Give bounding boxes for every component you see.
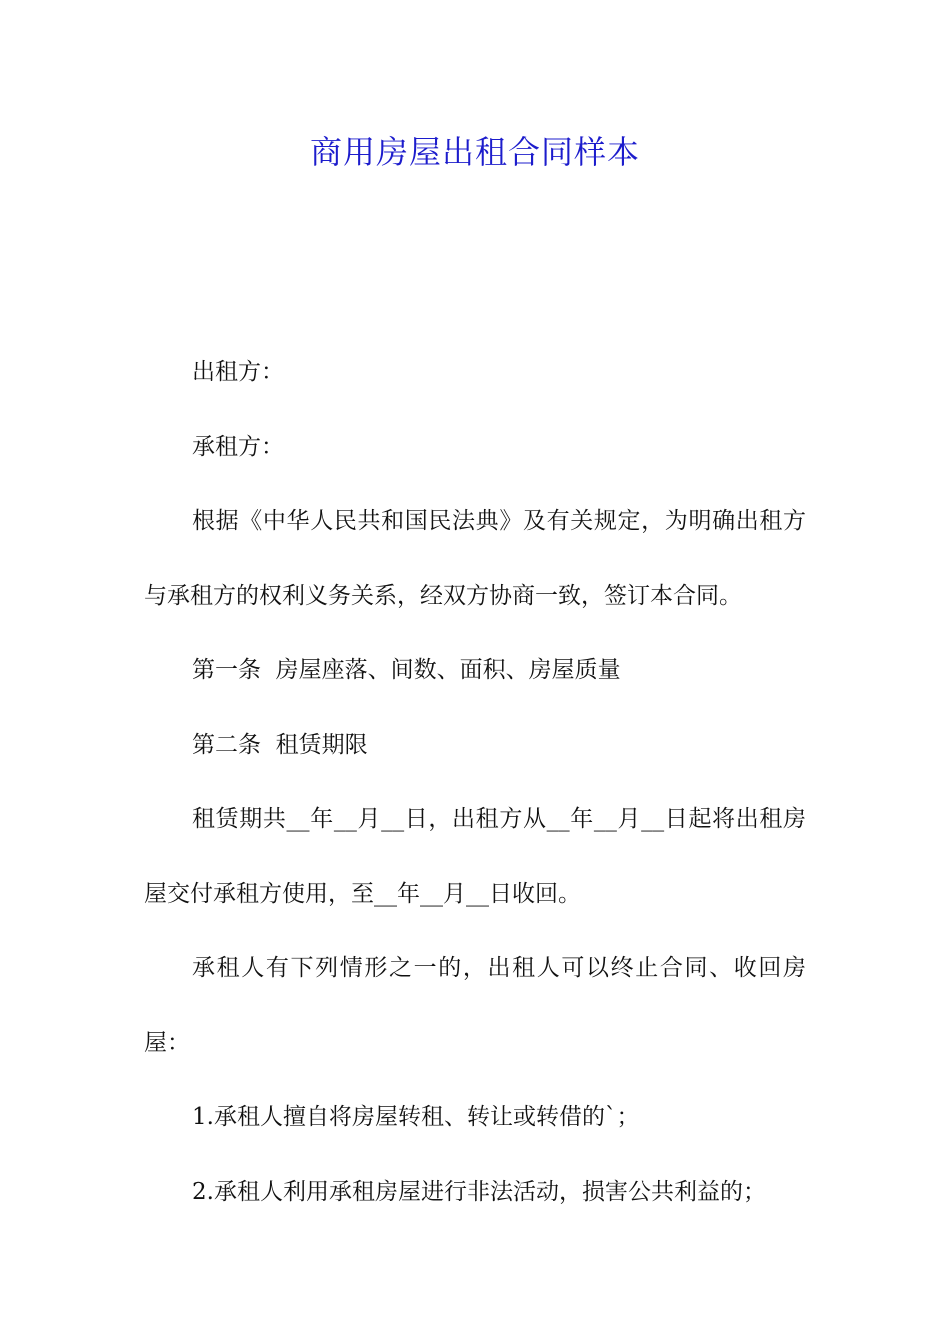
paragraph-article-2: 第二条 租赁期限 [192,731,368,758]
paragraph-lessee: 承租方： [192,433,284,460]
document-title: 商用房屋出租合同样本 [309,133,640,171]
paragraph-lessor: 出租方： [192,359,284,385]
paragraph-condition-1: 1.承租人擅自将房屋转租、转让或转借的`； [192,1104,640,1130]
document-body [144,335,806,1229]
paragraph-lease-term: 租赁期共__年__月__日，出租方从__年__月__日起将出租房屋交付承租方使用，至__年__月__日收回。 [144,806,806,907]
paragraph-article-1: 第一条 房屋座落、间数、面积、房屋质量 [192,657,621,683]
paragraph-termination-conditions: 承租人有下列情形之一的，出租人可以终止合同、收回房屋： [144,955,806,1056]
paragraph-preamble: 根据《中华人民共和国民法典》及有关规定，为明确出租方与承租方的权利义务关系，经双方协商一致，签订本合同。 [144,508,806,609]
paragraph-condition-2: 2.承租人利用承租房屋进行非法活动，损害公共利益的； [192,1178,766,1205]
